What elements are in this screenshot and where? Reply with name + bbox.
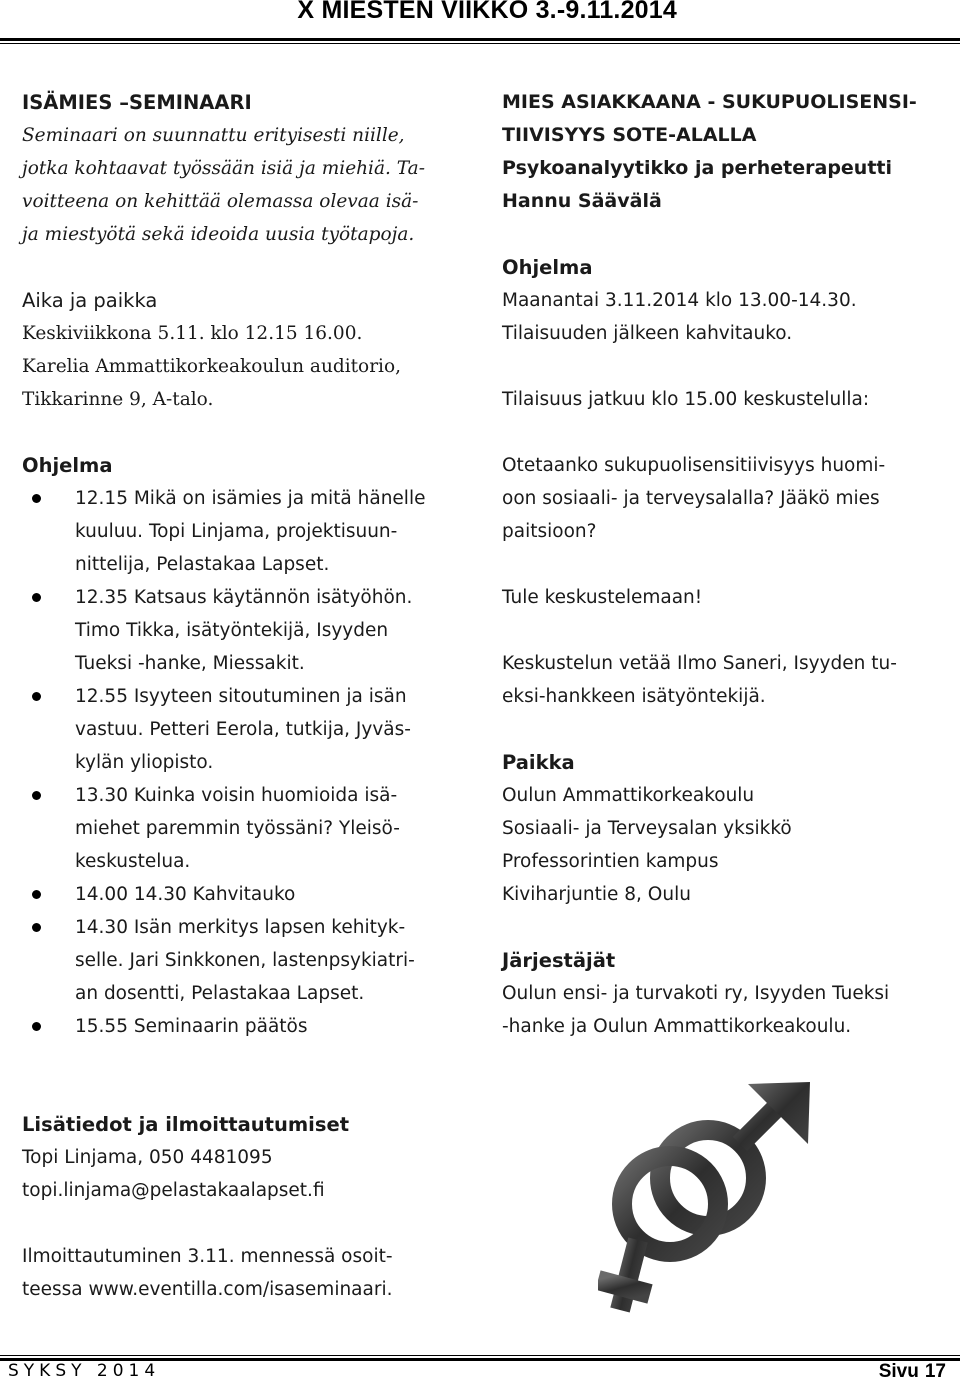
info-heading: Lisätiedot ja ilmoittautumiset bbox=[22, 1113, 350, 1136]
page-header-title: X MIESTEN VIIKKO 3.-9.11.2014 bbox=[297, 0, 677, 24]
program-item: 13.30 Kuinka voisin huomioida isä- miehet paremmin työssäni? Yleisö- keskustelua. bbox=[22, 779, 477, 878]
bullet-icon bbox=[32, 923, 41, 932]
footer-season: SYKSY 2014 bbox=[8, 1361, 161, 1381]
info-contact: Topi Linjama, 050 4481095 topi.linjama@pelastakaalapset.fi bbox=[22, 1147, 325, 1201]
program-item: 12.55 Isyyteen sitoutuminen ja isän vastuu. Petteri Eerola, tutkija, Jyväs- kylän yliopisto. bbox=[22, 680, 477, 779]
gender-symbols-icon bbox=[598, 1080, 818, 1335]
info-registration: Ilmoittautuminen 3.11. mennessä osoit- teessa www.eventilla.com/isaseminaari. bbox=[22, 1246, 393, 1300]
page-number-value: 17 bbox=[924, 1361, 946, 1382]
bullet-icon bbox=[32, 1022, 41, 1031]
program-item: 12.35 Katsaus käytännön isätyöhön. Timo Tikka, isätyöntekijä, Isyyden Tueksi -hanke, Miessakit. bbox=[22, 581, 477, 680]
time-place-text: Keskiviikkona 5.11. klo 12.15 16.00. Karelia Ammattikorkeakoulun auditorio, Tikkarinne 9, A-talo. bbox=[22, 323, 401, 410]
bullet-icon bbox=[32, 692, 41, 701]
seminar-program-list bbox=[22, 482, 477, 1043]
header-rule-thin bbox=[0, 43, 960, 44]
talk-program-text: Maanantai 3.11.2014 klo 13.00-14.30. Tilaisuuden jälkeen kahvitauko. bbox=[502, 290, 857, 344]
header-rule-thick bbox=[0, 38, 960, 41]
time-place-heading: Aika ja paikka bbox=[22, 289, 158, 312]
talk-program-heading: Ohjelma bbox=[502, 256, 593, 279]
talk-organizers-heading: Järjestäjät bbox=[502, 949, 616, 972]
program-item: 15.55 Seminaarin päätös bbox=[22, 1010, 477, 1043]
talk-question-text: Otetaanko sukupuolisensitiivisyys huomi- oon sosiaali- ja terveysalalla? Jääkö mies paitsioon? bbox=[502, 455, 886, 542]
page-number bbox=[879, 1361, 946, 1383]
footer-rule-thin bbox=[0, 1355, 960, 1356]
program-item: 14.30 Isän merkitys lapsen kehityk- selle. Jari Sinkkonen, lastenpsykiatri- an dosentti, Pelastakaa Lapset. bbox=[22, 911, 477, 1010]
talk-place-heading: Paikka bbox=[502, 751, 575, 774]
talk-organizers-text: Oulun ensi- ja turvakoti ry, Isyyden Tueksi -hanke ja Oulun Ammattikorkeakoulu. bbox=[502, 983, 890, 1037]
info-section bbox=[22, 1108, 482, 1306]
bullet-icon bbox=[32, 890, 41, 899]
talk-title: MIES ASIAKKAANA - SUKUPUOLISENSI- TIIVISYYS SOTE-ALALLA Psykoanalyytikko ja perheterapeutti Hannu Säävälä bbox=[502, 91, 917, 212]
talk-continues-text: Tilaisuus jatkuu klo 15.00 keskustelulla: bbox=[502, 389, 870, 410]
talk-place-text: Oulun Ammattikorkeakoulu Sosiaali- ja Terveysalan yksikkö Professorintien kampus Kiviharjuntie 8, Oulu bbox=[502, 785, 792, 905]
program-item: 12.15 Mikä on isämies ja mitä hänelle kuuluu. Topi Linjama, projektisuun- nittelija, Pelastakaa Lapset. bbox=[22, 482, 477, 581]
program-item: 14.00 14.30 Kahvitauko bbox=[22, 878, 477, 911]
talk-invite-text: Tule keskustelemaan! bbox=[502, 587, 703, 608]
talk-host-text: Keskustelun vetää Ilmo Saneri, Isyyden tu- eksi-hankkeen isätyöntekijä. bbox=[502, 653, 897, 707]
bullet-icon bbox=[32, 593, 41, 602]
seminar-title: ISÄMIES –SEMINAARI bbox=[22, 91, 252, 114]
bullet-icon bbox=[32, 494, 41, 503]
bullet-icon bbox=[32, 791, 41, 800]
seminar-program-heading: Ohjelma bbox=[22, 454, 113, 477]
page-label: Sivu bbox=[878, 1361, 919, 1382]
seminar-intro: Seminaari on suunnattu erityisesti niille, jotka kohtaavat työssään isiä ja miehiä. Ta- voitteena on kehittää olemassa olevaa isä- ja miestyötä sekä ideoida uusia työtapoja. bbox=[22, 125, 425, 245]
talk-section bbox=[502, 86, 952, 1043]
seminar-section bbox=[22, 86, 477, 1043]
